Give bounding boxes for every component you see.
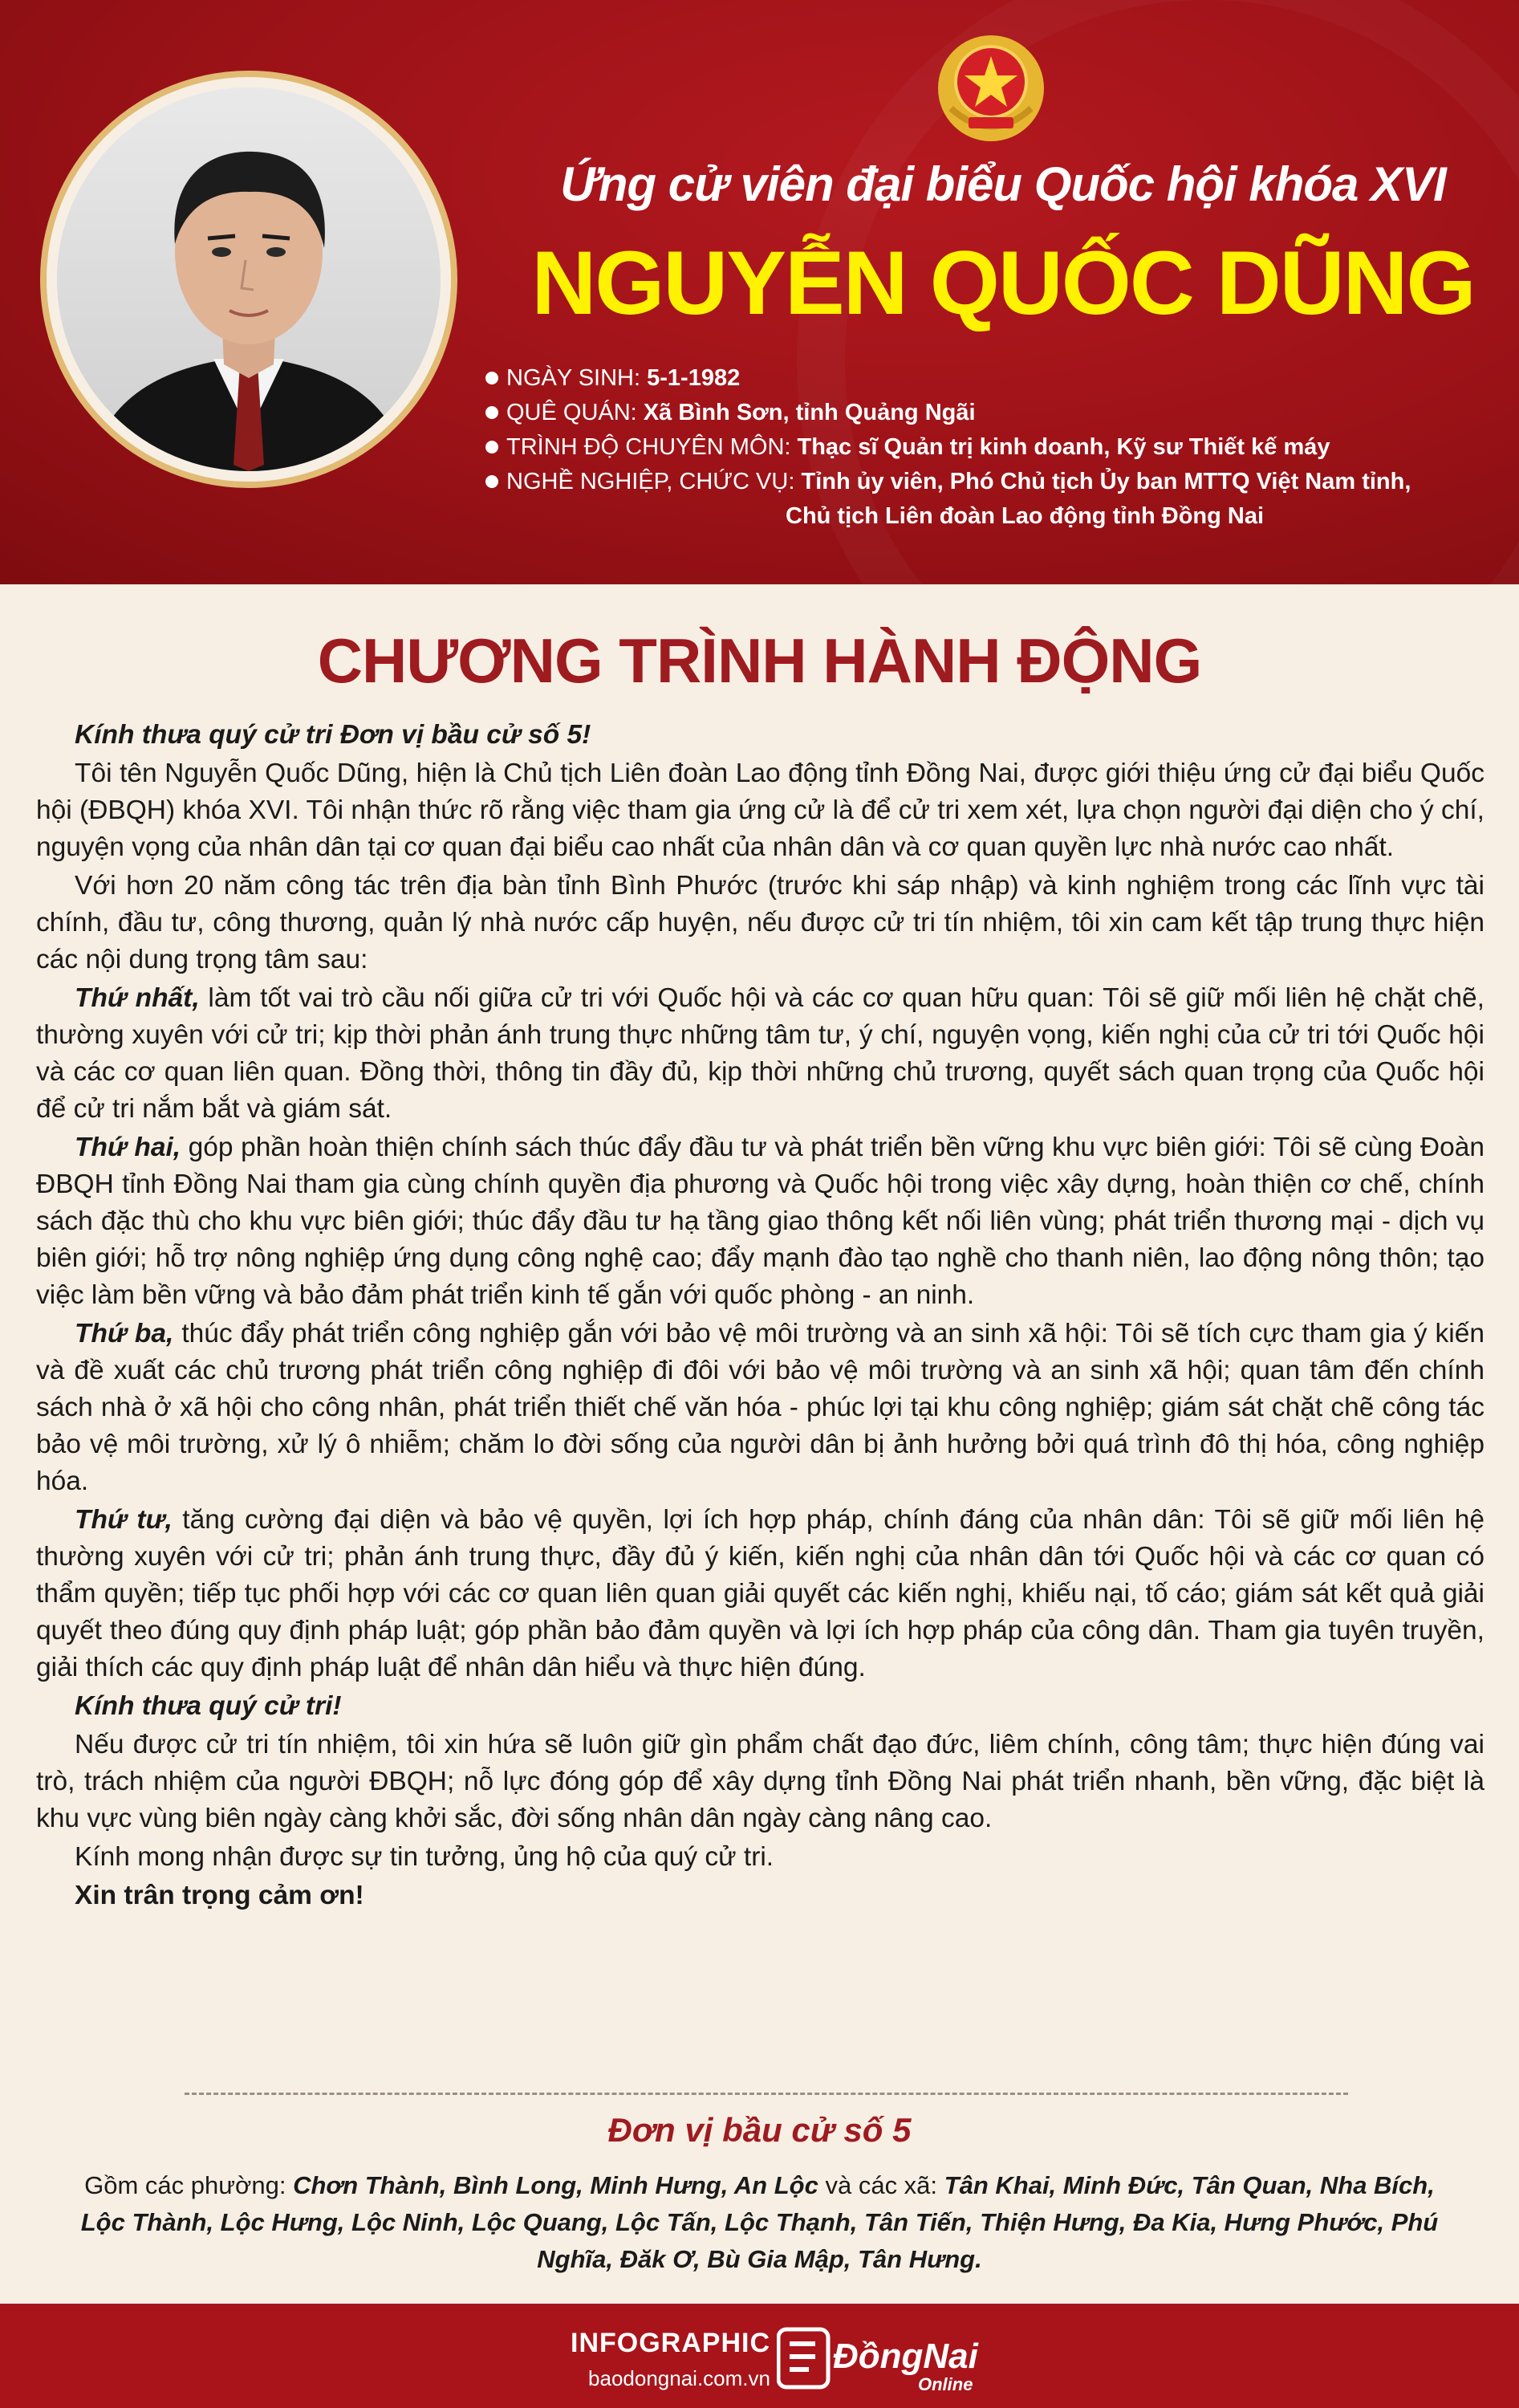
infographic-label: INFOGRAPHIC (571, 2328, 770, 2358)
info-hometown: QUÊ QUÁN: Xã Bình Sơn, tỉnh Quảng Ngãi (485, 396, 1505, 430)
paragraph-third: Thứ ba, thúc đẩy phát triển công nghiệp gắn với bảo vệ môi trường và an sinh xã hội: Tôi sẽ tích cực tham gia ý kiến và đề xuất các chủ trương phát triển công nghiệp đi đôi với bảo vệ môi trường và an sinh xã hội; quan tâm đến chính sách nhà ở xã hội cho công nhân, phát triển thiết chế văn hóa - phúc lợi tại khu công nghiệp; giám sát chặt chẽ công tác bảo vệ môi trường, xử lý ô nhiễm; chăm lo đời sống của người dân bị ảnh hưởng bởi quá trình đô thị hóa, công nghiệp hóa. (36, 1319, 1484, 1496)
candidate-info (485, 361, 1505, 534)
bullet-icon (485, 372, 498, 384)
greeting: Kính thưa quý cử tri Đơn vị bầu cử số 5! (75, 720, 591, 750)
paragraph-first: Thứ nhất, làm tốt vai trò cầu nối giữa cử tri với Quốc hội và các cơ quan hữu quan: Tôi sẽ giữ mối liên hệ chặt chẽ, thường xuyên với cử tri; kịp thời phản ánh trung thực những tâm tư, ý chí, nguyện vọng, kiến nghị của cử tri tới Quốc hội và các cơ quan liên quan. Đồng thời, thông tin đầy đủ, kịp thời những chủ trương, quyết sách quan trọng của Quốc hội để cử tri nắm bắt và giám sát. (36, 983, 1484, 1124)
candidate-name: NGUYỄN QUỐC DŨNG (531, 233, 1475, 333)
paragraph-support: Kính mong nhận được sự tin tưởng, ủng hộ của quý cử tri. (75, 1842, 774, 1872)
candidate-subtitle: Ứng cử viên đại biểu Quốc hội khóa XVI (560, 157, 1446, 211)
electoral-unit-title: Đơn vị bầu cử số 5 (607, 2111, 912, 2149)
header-banner (0, 0, 1519, 584)
portrait-illustration (57, 87, 441, 471)
closing-thanks: Xin trân trọng cảm ơn! (75, 1881, 364, 1910)
bullet-icon (485, 441, 498, 454)
candidate-portrait (57, 87, 441, 471)
dongnai-logo[interactable] (777, 2318, 985, 2398)
electoral-unit-list: Gồm các phường: Chơn Thành, Bình Long, Minh Hưng, An Lộc và các xã: Tân Khai, Minh Đức, Tân Quan, Nha Bích, Lộc Thành, Lộc Hưng, Lộc Ninh, Lộc Quang, Lộc Tấn, Lộc Thạnh, Tân Tiến, Thiện Hưng, Đa Kia, Hưng Phước, Phú Nghĩa, Đăk Ơ, Bù Gia Mập, Tân Hưng. (80, 2171, 1439, 2273)
footer-bar (0, 2304, 1519, 2408)
section-divider (185, 2093, 1348, 2095)
site-url[interactable]: baodongnai.com.vn (588, 2366, 770, 2390)
bullet-icon (485, 406, 498, 419)
info-education: TRÌNH ĐỘ CHUYÊN MÔN: Thạc sĩ Quản trị kinh doanh, Kỹ sư Thiết kế máy (485, 430, 1505, 465)
ward-list: Chơn Thành, Bình Long, Minh Hưng, An Lộc (293, 2171, 818, 2199)
paragraph-fourth: Thứ tư, tăng cường đại diện và bảo vệ quyền, lợi ích hợp pháp, chính đáng của nhân dân: Tôi sẽ giữ mối liên hệ thường xuyên với cử tri; phản ánh trung thực, đầy đủ ý kiến, kiến nghị của nhân dân tới Quốc hội và các cơ quan có thẩm quyền; tiếp tục phối hợp với các cơ quan liên quan giải quyết các kiến nghị, khiếu nại, tố cáo; giám sát kết quả giải quyết theo đúng quy định pháp luật; góp phần bảo đảm quyền và lợi ích hợp pháp của công dân. Tham gia tuyên truyền, giải thích các quy định pháp luật để nhân dân hiểu và thực hiện đúng. (36, 1505, 1484, 1682)
paragraph-second: Thứ hai, góp phần hoàn thiện chính sách thúc đẩy đầu tư và phát triển bền vững khu vực biên giới: Tôi sẽ cùng Đoàn ĐBQH tỉnh Đồng Nai tham gia cùng chính quyền địa phương và Quốc hội trong việc xây dựng, hoàn thiện cơ chế, chính sách đặc thù cho khu vực biên giới; thúc đẩy đầu tư hạ tầng giao thông kết nối liên vùng; phát triển thương mại - dịch vụ biên giới; hỗ trợ nông nghiệp ứng dụng công nghệ cao; đẩy mạnh đào tạo nghề cho thanh niên, lao động nông thôn; tạo việc làm bền vững và bảo đảm phát triển kinh tế gắn với quốc phòng - an ninh. (36, 1133, 1484, 1310)
bullet-icon (485, 475, 498, 488)
info-occupation-continued: Chủ tịch Liên đoàn Lao động tỉnh Đồng Nai (786, 503, 1265, 529)
program-content (36, 717, 1484, 1916)
paragraph-experience: Với hơn 20 năm công tác trên địa bàn tỉnh Bình Phước (trước khi sáp nhập) và kinh nghiệm trong các lĩnh vực tài chính, đầu tư, công thương, quản lý nhà nước cấp huyện, nếu được cử tri tín nhiệm, tôi xin cam kết tập trung thực hiện các nội dung trọng tâm sau: (36, 871, 1484, 974)
logo-sub-text: Online (918, 2374, 973, 2394)
national-emblem-icon (935, 32, 1047, 144)
paragraph-intro: Tôi tên Nguyễn Quốc Dũng, hiện là Chủ tịch Liên đoàn Lao động tỉnh Đồng Nai, được giới thiệu ứng cử đại biểu Quốc hội (ĐBQH) khóa XVI. Tôi nhận thức rõ rằng việc tham gia ứng cử là để cử tri xem xét, lựa chọn người đại diện cho ý chí, nguyện vọng của nhân dân tại cơ quan đại biểu cao nhất của nhân dân và cơ quan quyền lực nhà nước cao nhất. (36, 759, 1484, 862)
greeting-second: Kính thưa quý cử tri! (75, 1691, 342, 1721)
logo-main-text: ĐồngNai (833, 2337, 978, 2376)
logo-icon-lines (790, 2344, 815, 2369)
portrait-frame (40, 71, 457, 488)
paragraph-promise: Nếu được cử tri tín nhiệm, tôi xin hứa sẽ luôn giữ gìn phẩm chất đạo đức, liêm chính, công tâm; thực hiện đúng vai trò, trách nhiệm của người ĐBQH; nỗ lực đóng góp để xây dựng tỉnh Đồng Nai phát triển nhanh, bền vững, đặc biệt là khu vực vùng biên ngày càng khởi sắc, đời sống nhân dân ngày càng nâng cao. (36, 1730, 1484, 1833)
commune-list: Tân Khai, Minh Đức, Tân Quan, Nha Bích, Lộc Thành, Lộc Hưng, Lộc Ninh, Lộc Quang, Lộc Tấn, Lộc Thạnh, Tân Tiến, Thiện Hưng, Đa Kia, Hưng Phước, Phú Nghĩa, Đăk Ơ, Bù Gia Mập, Tân Hưng. (80, 2171, 1439, 2273)
program-title: CHƯƠNG TRÌNH HÀNH ĐỘNG (317, 625, 1202, 696)
info-birthdate: NGÀY SINH: 5-1-1982 (485, 361, 1505, 396)
info-occupation: NGHỀ NGHIỆP, CHỨC VỤ: Tỉnh ủy viên, Phó Chủ tịch Ủy ban MTTQ Việt Nam tỉnh, (485, 465, 1505, 499)
